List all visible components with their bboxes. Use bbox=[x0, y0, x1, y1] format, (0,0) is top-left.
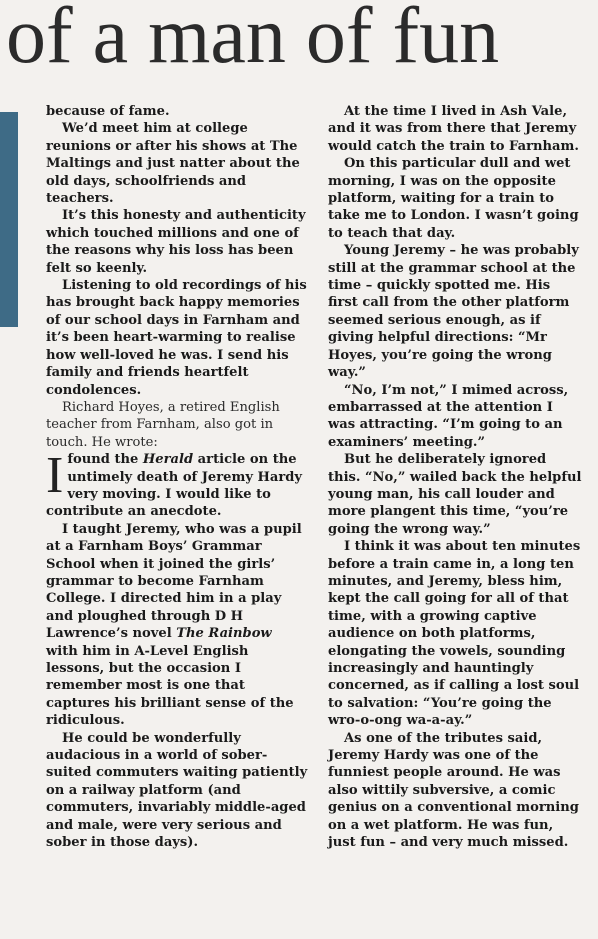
book-title: The Rainbow bbox=[176, 626, 272, 642]
paragraph: “No, I’m not,” I mimed across, embarrassed at the attention I was attracting. “I’m going to an examiners’ meeting.” bbox=[328, 382, 569, 450]
paragraph: Listening to old recordings of his has brought back happy memories of our school days in Farnham and it’s been heart-warming to realise how well-loved he was. I send his family and friends heartfelt condolences. bbox=[46, 278, 307, 398]
publication-name: Herald bbox=[142, 452, 194, 468]
headline: of a man of fun bbox=[6, 0, 500, 80]
paragraph: Young Jeremy – he was probably still at the grammar school at the time – quickly spotted me. His first call from the other platform seemed serious enough, as if giving helpful directions: “Mr Hoyes, you’re going the wrong way.” bbox=[328, 243, 579, 381]
text-run: found the bbox=[67, 452, 143, 468]
paragraph: At the time I lived in Ash Vale, and it was from there that Jeremy would catch the train to Farnham. bbox=[328, 104, 579, 154]
paragraph: But he deliberately ignored this. “No,” wailed back the helpful young man, his call louder and more plangent this time, “you’re going the wrong way.” bbox=[328, 452, 582, 537]
text-run: with him in A-Level English lessons, but the occasion I remember most is one that captures his brilliant sense of the ridiculous. bbox=[46, 643, 294, 729]
left-column bbox=[46, 103, 308, 851]
text-run: article on the untimely death of Jeremy Hardy very moving. I would like to contribute an anecdote. bbox=[46, 452, 303, 520]
paragraph: because of fame. bbox=[46, 104, 170, 119]
paragraph bbox=[46, 521, 308, 730]
right-column bbox=[328, 103, 583, 851]
paragraph: We’d meet him at college reunions or after his shows at The Maltings and just natter about the old days, schoolfriends and teachers. bbox=[46, 121, 300, 207]
paragraph: It’s this honesty and authenticity which touched millions and one of the reasons why his loss has been felt so keenly. bbox=[46, 208, 306, 276]
letter-opening-paragraph bbox=[46, 447, 308, 521]
paragraph: As one of the tributes said, Jeremy Hardy was one of the funniest people around. He was also wittily subversive, a comic genius on a conventional morning on a wet platform. He was fun, just fun – and very much missed. bbox=[328, 730, 579, 851]
paragraph-attribution: Richard Hoyes, a retired English teacher from Farnham, also got in touch. He wrote: bbox=[46, 399, 280, 450]
text-run: I taught Jeremy, who was a pupil at a Farnham Boys’ Grammar School when it joined the girls’ grammar to become Farnham College. I directed him in a play and ploughed through D H Lawrence’s novel bbox=[46, 521, 302, 642]
drop-cap: I bbox=[46, 447, 64, 505]
paragraph: He could be wonderfully audacious in a world of sober-suited commuters waiting patiently on a railway platform (and commuters, invariably middle-aged and male, were very serious and sober in those days). bbox=[46, 730, 308, 851]
edge-color-bar bbox=[0, 112, 18, 327]
paragraph: I think it was about ten minutes before a train came in, a long ten minutes, and Jeremy, bless him, kept the call going for all of that time, with a growing captive audience on both platforms, elongating the vowels, sounding increasingly and hauntingly concerned, as if calling a lost soul to salvation: “You’re going the wro-o-ong wa-a-ay.” bbox=[328, 539, 581, 729]
paragraph: On this particular dull and wet morning, I was on the opposite platform, waiting for a train to take me to London. I wasn’t going to teach that day. bbox=[328, 156, 579, 241]
